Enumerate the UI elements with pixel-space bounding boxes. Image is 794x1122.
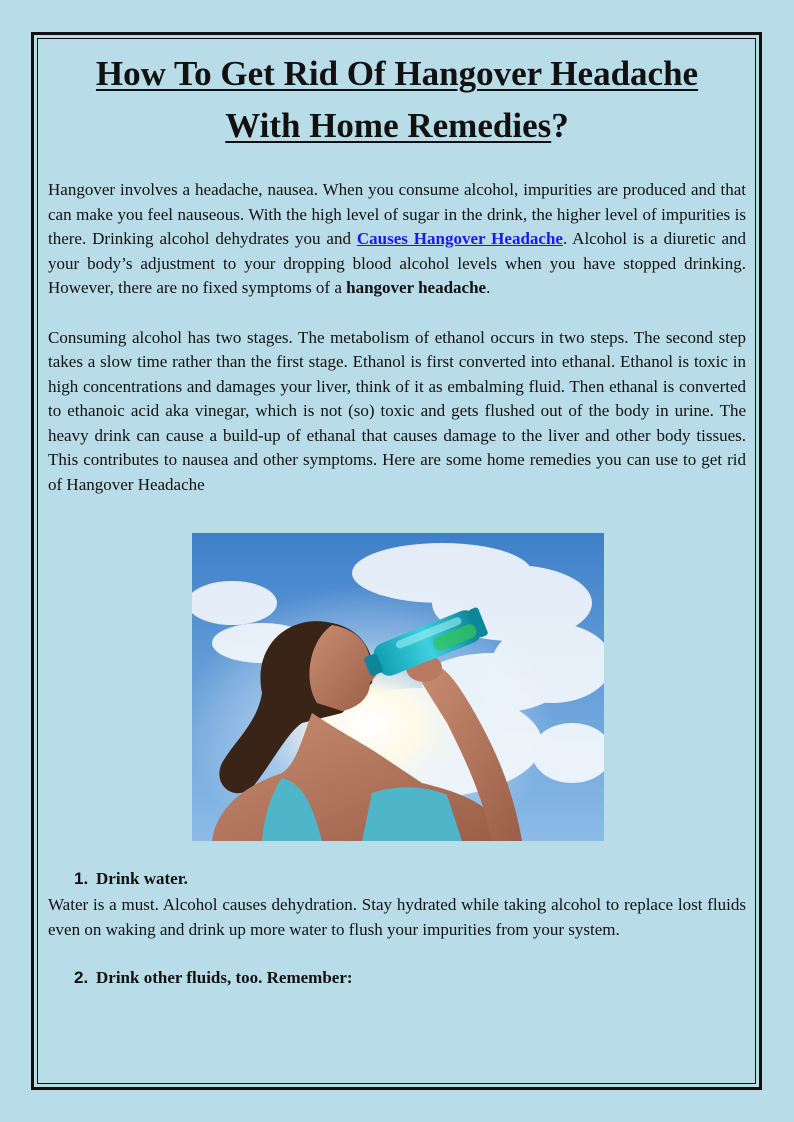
intro-text-1: Hangover involves a headache, nausea. When you consume alcohol, impurities are produced and that can make you feel nauseous. With the high level of sugar in the drink, the higher level of impurities is there. Drinking alcohol dehydrates you and (48, 180, 746, 248)
remedy-title-1: Drink water. (96, 869, 188, 888)
woman-drinking-water-photo (192, 533, 604, 841)
intro-bold-term: hangover headache (346, 278, 487, 297)
causes-hangover-headache-link[interactable]: Causes Hangover Headache (356, 229, 563, 248)
title-question-mark: ? (551, 106, 569, 145)
intro-text-2: . Alcohol is a diuretic and your body’s adjustment to your dropping blood alcohol levels when you have stopped drinking. However, there are no fixed symptoms of a (48, 229, 746, 297)
remedy-number-2: 2. (74, 968, 89, 987)
title-line-1: How To Get Rid Of Hangover Headache (95, 54, 699, 93)
remedy-title-2: Drink other fluids, too. Remember: (96, 968, 353, 987)
intro-text-3: . (486, 278, 491, 297)
remedy-heading-1 (48, 867, 746, 891)
page-title (48, 48, 746, 152)
title-line-2: With Home Remedies (225, 106, 552, 145)
intro-paragraph (48, 178, 746, 301)
stages-paragraph: Consuming alcohol has two stages. The metabolism of ethanol occurs in two steps. The second step takes a slow time rather than the first stage. Ethanol is first converted into ethanal. Ethanol is toxic in high concentrations and damages your liver, think of it as embalming fluid. Then ethanal is converted to ethanoic acid aka vinegar, which is not (so) toxic and gets flushed out of the body in urine. The heavy drink can cause a build-up of ethanal that causes damage to the liver and other body tissues. This contributes to nausea and other symptoms. Here are some home remedies you can use to get rid of Hangover Headache (48, 327, 746, 494)
remedy-heading-2 (48, 966, 746, 990)
document-body (48, 48, 746, 990)
remedy-number-1: 1. (74, 869, 89, 888)
remedy-body-1: Water is a must. Alcohol causes dehydration. Stay hydrated while taking alcohol to replace lost fluids even on waking and drink up more water to flush your impurities from your system. (48, 895, 746, 939)
